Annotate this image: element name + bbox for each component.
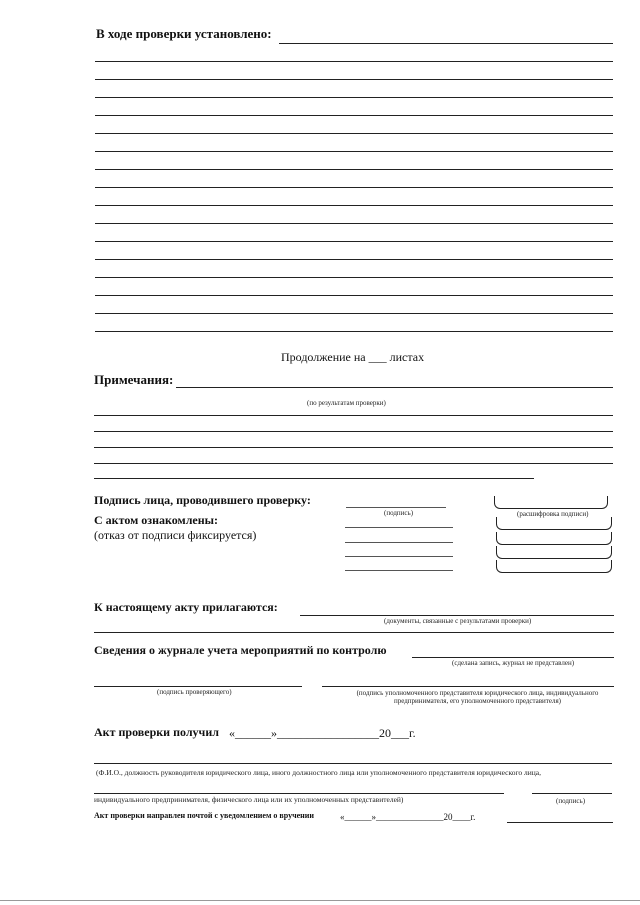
findings-line: [95, 241, 613, 242]
findings-line: [95, 79, 613, 80]
notes-line: [94, 478, 534, 479]
received-date: «______»_________________20___г.: [229, 726, 416, 740]
attachments-caption: (документы, связанные с результатами проверки): [384, 617, 532, 625]
findings-line: [95, 205, 613, 206]
inspector-signature-caption: (подпись): [384, 509, 414, 517]
attachments-line: [300, 615, 614, 616]
representative-signature-caption: (подпись уполномоченного представителя юридического лица, индивидуального предпринимателя, его уполномоченного представителя): [356, 689, 599, 705]
inspector-decoding-caption: (расшифровка подписи): [517, 510, 589, 518]
acquainted-signature-line: [345, 527, 453, 528]
received-label: Акт проверки получил: [94, 725, 219, 739]
findings-line: [95, 169, 613, 170]
notes-line: [94, 447, 613, 448]
findings-line: [95, 61, 613, 62]
findings-line: [95, 187, 613, 188]
attachments-line: [94, 632, 614, 633]
journal-line: [412, 657, 614, 658]
findings-line: [95, 259, 613, 260]
notes-line: [94, 415, 613, 416]
mailed-signature-line: [507, 822, 613, 823]
findings-line: [95, 97, 613, 98]
notes-line: [94, 463, 613, 464]
acquainted-decoding-bracket: [496, 546, 612, 559]
acquainted-decoding-bracket: [496, 532, 612, 545]
acquainted-signature-line: [345, 556, 453, 557]
findings-line: [95, 277, 613, 278]
inspector-signature-label: Подпись лица, проводившего проверку:: [94, 493, 311, 507]
notes-caption: (по результатам проверки): [307, 399, 386, 407]
continuation-text: Продолжение на ___ листах: [281, 350, 425, 364]
inspector-signature-line: [94, 686, 302, 687]
receiver-name-line: [94, 763, 612, 764]
inspector-signature-line: [346, 507, 446, 508]
representative-signature-line: [322, 686, 614, 687]
findings-line: [95, 223, 613, 224]
findings-line: [95, 313, 613, 314]
journal-caption: (сделана запись, журнал не представлен): [452, 659, 575, 667]
receiver-signature-caption: (подпись): [556, 797, 586, 805]
findings-label: В ходе проверки установлено:: [96, 26, 272, 41]
acquainted-decoding-bracket: [496, 517, 612, 530]
findings-line: [279, 43, 613, 44]
acquainted-label: С актом ознакомлены:: [94, 513, 219, 527]
mailed-date: «______»_______________20____г.: [340, 812, 476, 822]
inspector-decoding-bracket: [494, 496, 608, 509]
journal-label: Сведения о журнале учета мероприятий по контролю: [94, 643, 387, 657]
attachments-label: К настоящему акту прилагаются:: [94, 600, 278, 614]
findings-line: [95, 115, 613, 116]
acquainted-note: (отказ от подписи фиксируется): [94, 528, 257, 542]
acquainted-decoding-bracket: [496, 560, 612, 573]
findings-line: [95, 331, 613, 332]
receiver-caption-line1: (Ф.И.О., должность руководителя юридического лица, иного должностного лица или уполномоченного представителя юридического лица,: [96, 768, 541, 777]
receiver-signature-line: [532, 793, 612, 794]
findings-line: [95, 151, 613, 152]
notes-line: [94, 431, 613, 432]
findings-line: [95, 133, 613, 134]
mailed-label: Акт проверки направлен почтой с уведомлением о вручении: [94, 811, 314, 820]
page-bottom-edge: [0, 900, 640, 901]
receiver-name-line: [94, 793, 504, 794]
notes-line: [176, 387, 613, 388]
acquainted-signature-line: [345, 570, 453, 571]
notes-label: Примечания:: [94, 372, 174, 387]
acquainted-signature-line: [345, 542, 453, 543]
inspector-signature-caption: (подпись проверяющего): [157, 688, 232, 696]
findings-line: [95, 295, 613, 296]
receiver-caption-line2: индивидуального предпринимателя, физического лица или их уполномоченных представителей): [94, 795, 404, 804]
